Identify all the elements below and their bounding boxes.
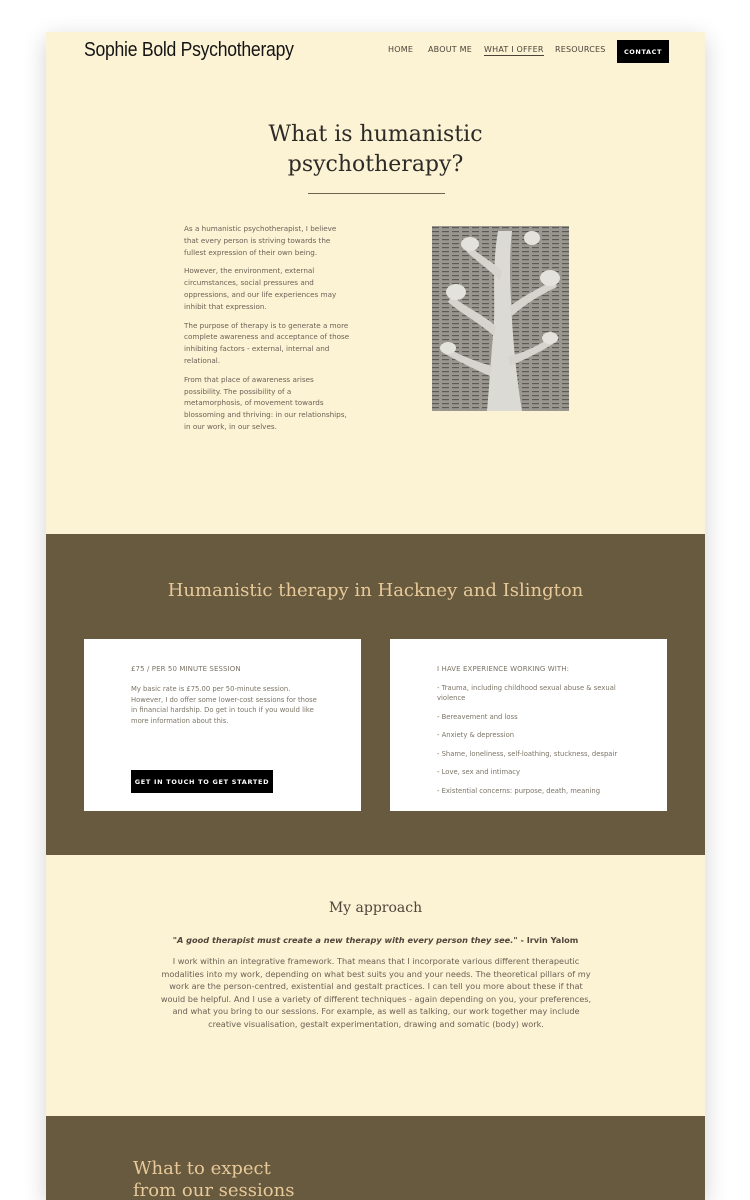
intro-title (46, 120, 705, 180)
intro-title-line2: psychotherapy? (287, 152, 464, 177)
expect-section (46, 1116, 705, 1200)
approach-body: I work within an integrative framework. That means that I incorporate various different therapeutic modalities into my work, depending on what best suits you and your needs. The theoretical pillars of my work are the person-centred, existential and gestalt practices. I can tell you more about these if that would be helpful. And I use a variety of different techniques - again depending on you, your preferences, and what you bring to our sessions. For example, as well as talking, our work together may include creative visualisation, gestalt experimentation, drawing and somatic (body) work. (160, 956, 592, 1029)
site-logo[interactable]: Sophie Bold Psychotherapy (84, 39, 294, 61)
nav-resources[interactable]: RESOURCES (555, 45, 606, 54)
intro-paragraph: The purpose of therapy is to generate a more complete awareness and acceptance of those inhibiting factors - external, internal and relational. (184, 320, 350, 365)
expect-title-line1: What to expect (133, 1158, 271, 1179)
intro-title-line1: What is humanistic (268, 122, 483, 147)
intro-paragraph: As a humanistic psychotherapist, I believe that every person is striving towards the fullest expression of their own being. (184, 224, 337, 257)
intro-paragraph: From that place of awareness arises possibility. The possibility of a metamorphosis, of movement towards blossoming and thriving: in our relationships, in our work, in our selves. (184, 374, 347, 431)
tree-artwork-illustration (432, 226, 569, 411)
approach-quote (46, 935, 705, 945)
site-header (46, 32, 705, 74)
title-divider (308, 193, 445, 194)
intro-text (184, 223, 350, 440)
experience-heading: I HAVE EXPERIENCE WORKING WITH: (437, 665, 570, 673)
nav-home[interactable]: HOME (388, 45, 414, 54)
get-started-button[interactable]: GET IN TOUCH TO GET STARTED (131, 770, 273, 793)
pricing-heading: £75 / PER 50 MINUTE SESSION (131, 665, 241, 673)
quote-text: "A good therapist must create a new therapy with every person they see." (172, 935, 518, 945)
expect-title-line2: from our sessions (133, 1180, 295, 1200)
nav-about-me[interactable]: ABOUT ME (428, 45, 472, 54)
pricing-body: My basic rate is £75.00 per 50-minute session. However, I do offer some lower-cost sessions for those in financial hardship. Do get in touch if you would like more information about this. (131, 685, 317, 725)
tree-artwork-image (432, 226, 569, 411)
offer-title: Humanistic therapy in Hackney and Islington (167, 580, 584, 601)
experience-item: - Trauma, including childhood sexual abuse & sexual violence (437, 684, 616, 702)
experience-item: - Existential concerns: purpose, death, meaning (437, 786, 601, 795)
experience-item: - Bereavement and loss (437, 712, 518, 721)
nav-what-i-offer[interactable]: WHAT I OFFER (484, 45, 544, 54)
experience-card (390, 639, 667, 811)
intro-paragraph: However, the environment, external circumstances, social pressures and oppressions, and our life experiences may inhibit that expression. (184, 266, 337, 311)
contact-button[interactable]: CONTACT (617, 40, 669, 63)
experience-item: - Shame, loneliness, self-loathing, stuckness, despair (437, 749, 618, 758)
approach-title: My approach (328, 900, 423, 916)
page-canvas (46, 32, 705, 1200)
quote-author: - Irvin Yalom (517, 935, 579, 945)
experience-list (437, 683, 627, 804)
expect-title (133, 1158, 373, 1200)
pricing-card (84, 639, 361, 811)
experience-item: - Love, sex and intimacy (437, 768, 520, 776)
experience-item: - Anxiety & depression (437, 731, 515, 739)
offer-section (46, 534, 705, 855)
